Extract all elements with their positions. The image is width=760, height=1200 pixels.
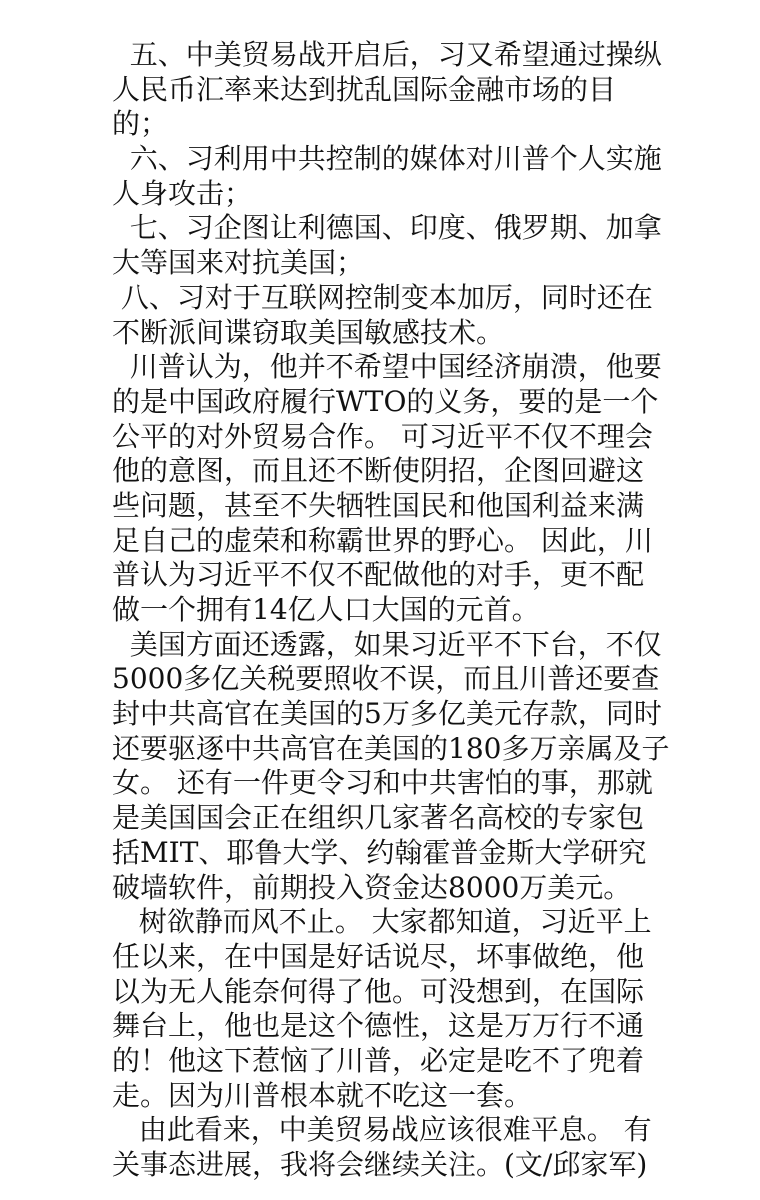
text-line: 任以来，在中国是好话说尽，坏事做绝，他 [112, 939, 645, 973]
text-line: 六、习利用中共控制的媒体对川普个人实施 [112, 142, 662, 176]
text-line: 女。 还有一件更令习和中共害怕的事，那就 [112, 766, 653, 800]
text-line: 五、中美贸易战开启后，习又希望通过操纵 [112, 38, 662, 71]
text-line: 舞台上，他也是这个德性，这是万万行不通 [112, 1009, 645, 1043]
text-line: 美国方面还透露，如果习近平不下台，不仅 [112, 627, 662, 661]
text-line: 是美国国会正在组织几家著名高校的专家包 [112, 801, 645, 835]
article-body [112, 38, 670, 1183]
text-line: 以为无人能奈何得了他。可没想到，在国际 [112, 974, 645, 1008]
text-line: 公平的对外贸易合作。 可习近平不仅不理会 [112, 419, 653, 453]
text-line: 封中共高官在美国的5万多亿美元存款，同时 [112, 697, 662, 731]
text-line: 大等国来对抗美国； [112, 246, 365, 280]
text-line: 破墙软件，前期投入资金达8000万美元。 [112, 870, 632, 904]
text-line: 不断派间谍窃取美国敏感技术。 [112, 315, 505, 349]
text-line: 七、习企图让利德国、印度、俄罗期、加拿 [112, 211, 662, 245]
text-line: 他的意图，而且还不断使阴招，企图回避这 [112, 454, 645, 488]
text-line: 普认为习近平不仅不配做他的对手，更不配 [112, 558, 645, 592]
text-line: 由此看来，中美贸易战应该很难平息。 有 [112, 1113, 652, 1147]
text-line: 还要驱逐中共高官在美国的180多万亲属及子 [112, 731, 670, 765]
text-line: 树欲静而风不止。 大家都知道，习近平上 [112, 905, 652, 939]
text-line: 5000多亿关税要照收不误，而且川普还要查 [112, 662, 660, 696]
text-line: 括MIT、耶鲁大学、约翰霍普金斯大学研究 [112, 835, 647, 869]
text-line: 的！他这下惹恼了川普，必定是吃不了兜着 [112, 1043, 645, 1077]
text-line: 的是中国政府履行WTO的义务，要的是一个 [112, 384, 659, 418]
text-line: 八、习对于互联网控制变本加厉，同时还在 [112, 280, 653, 314]
text-line: 人民币汇率来达到扰乱国际金融市场的目 [112, 72, 617, 106]
text-line: 关事态进展，我将会继续关注。(文/邱家军) [112, 1148, 648, 1181]
text-line: 走。因为川普根本就不吃这一套。 [112, 1078, 533, 1112]
text-line: 川普认为，他并不希望中国经济崩溃，他要 [112, 350, 662, 384]
text-line: 人身攻击； [112, 176, 253, 210]
text-line: 做一个拥有14亿人口大国的元首。 [112, 593, 540, 626]
text-line: 的； [112, 107, 169, 141]
text-line: 足自己的虚荣和称霸世界的野心。 因此，川 [112, 523, 653, 557]
text-line: 些问题，甚至不失牺牲国民和他国利益来满 [112, 488, 645, 522]
